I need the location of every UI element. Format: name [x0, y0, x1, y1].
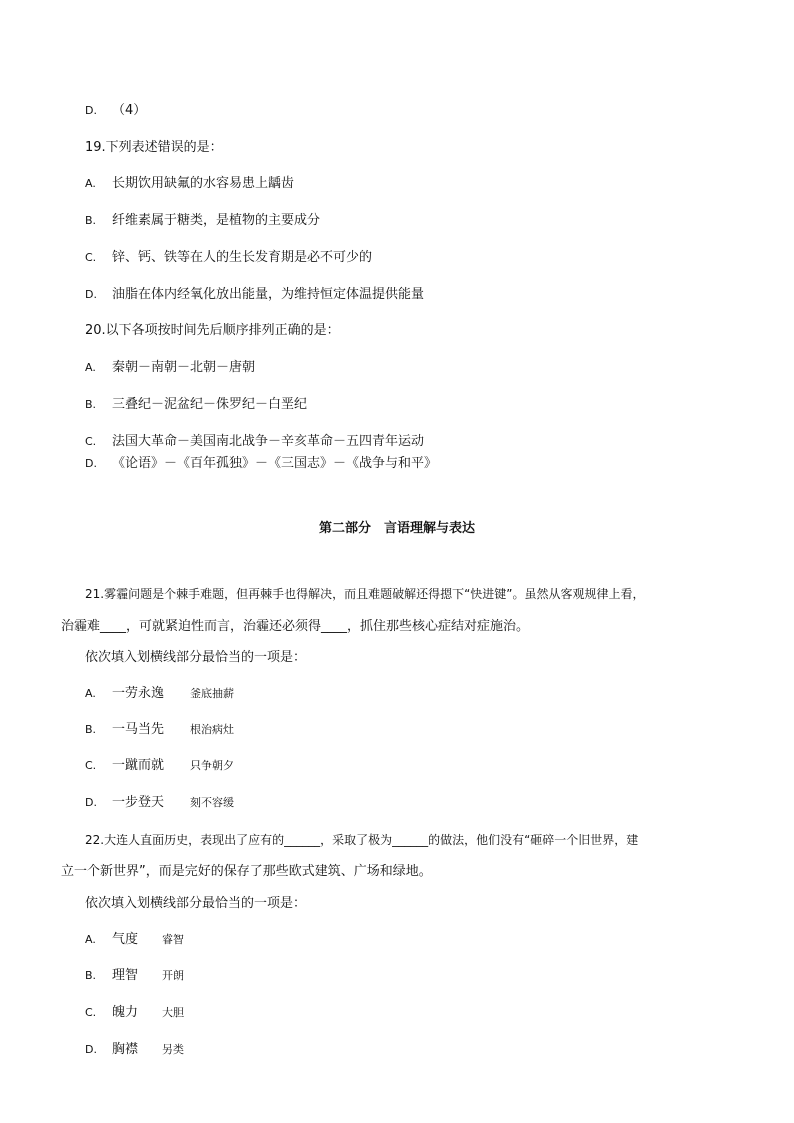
option-label: A.	[85, 687, 96, 700]
option-label: A.	[85, 933, 96, 946]
option-label: B.	[85, 398, 97, 411]
option-label: C.	[85, 251, 97, 264]
option-label: D.	[85, 288, 97, 301]
q20-option-c	[85, 434, 424, 450]
option-word-1: 理智	[112, 968, 139, 983]
option-label: C.	[85, 759, 97, 772]
option-label: D.	[85, 104, 97, 117]
option-text: 《论语》－《百年孤独》－《三国志》－《战争与和平》	[112, 456, 438, 471]
option-word-2: 另类	[162, 1043, 184, 1056]
option-word-1: 一马当先	[112, 722, 165, 737]
q20-option-b	[85, 397, 307, 413]
q20-option-a	[85, 360, 255, 376]
option-text: 三叠纪－泥盆纪－侏罗纪－白垩纪	[112, 397, 308, 412]
option-word-2: 开朗	[162, 969, 184, 982]
question-19-stem: 19.下列表述错误的是：	[85, 140, 223, 155]
option-word-1: 气度	[112, 932, 139, 947]
q21-option-d	[85, 795, 234, 811]
q20-option-d	[85, 456, 437, 472]
option-text: 纤维素属于糖类，是植物的主要成分	[112, 213, 321, 228]
option-label: C.	[85, 435, 97, 448]
option-text: 法国大革命－美国南北战争－辛亥革命－五四青年运动	[112, 434, 425, 449]
q19-option-c	[85, 250, 372, 266]
question-22-line2: 立一个新世界”，而是完好的保存了那些欧式建筑、广场和绿地。	[61, 864, 432, 879]
option-text: 长期饮用缺氟的水容易患上龋齿	[112, 176, 295, 191]
q19-option-d	[85, 287, 424, 303]
option-label: B.	[85, 723, 97, 736]
option-label: B.	[85, 214, 97, 227]
q21-option-a	[85, 686, 234, 702]
option-word-1: 一步登天	[112, 795, 165, 810]
option-text: 锌、钙、铁等在人的生长发育期是必不可少的	[112, 250, 373, 265]
option-label: D.	[85, 457, 97, 470]
q22-option-d	[85, 1042, 184, 1058]
q21-option-b	[85, 722, 234, 738]
q22-option-a	[85, 932, 184, 948]
q19-option-a	[85, 176, 294, 192]
question-21-line2: 治霾难____，可就紧迫性而言，治霾还必须得____，抓住那些核心症结对症施治。	[61, 619, 530, 634]
option-word-2: 睿智	[162, 933, 184, 946]
q21-option-c	[85, 758, 234, 774]
q19-option-b	[85, 213, 320, 229]
option-text: 油脂在体内经氧化放出能量，为维持恒定体温提供能量	[112, 287, 425, 302]
option-text: 秦朝－南朝－北朝－唐朝	[112, 360, 256, 375]
question-20-stem: 20.以下各项按时间先后顺序排列正确的是：	[85, 323, 340, 338]
option-label: D.	[85, 796, 97, 809]
option-label: A.	[85, 177, 96, 190]
option-d-q18	[85, 103, 146, 119]
option-word-2: 大胆	[162, 1006, 184, 1019]
option-word-1: 一蹴而就	[112, 758, 165, 773]
option-word-1: 胸襟	[112, 1042, 139, 1057]
option-word-1: 魄力	[112, 1005, 139, 1020]
question-21-prompt: 依次填入划横线部分最恰当的一项是：	[85, 650, 307, 665]
option-text: （4）	[112, 103, 147, 118]
q22-option-b	[85, 968, 184, 984]
option-label: A.	[85, 361, 96, 374]
option-word-2: 釜底抽薪	[190, 687, 234, 700]
q22-option-c	[85, 1005, 184, 1021]
section-heading: 第二部分 言语理解与表达	[318, 521, 475, 536]
option-label: D.	[85, 1043, 97, 1056]
option-word-1: 一劳永逸	[112, 686, 165, 701]
option-word-2: 刻不容缓	[190, 796, 234, 809]
question-22-line1: 22.大连人直面历史，表现出了应有的______，采取了极为______的做法，他们没有“砸碎一个旧世界，建	[85, 833, 639, 847]
option-word-2: 根治病灶	[190, 723, 234, 736]
option-label: C.	[85, 1006, 97, 1019]
question-21-line1: 21.雾霾问题是个棘手难题，但再棘手也得解决，而且难题破解还得摁下“快进键”。虽然从客观规律上看，	[85, 587, 645, 601]
option-word-2: 只争朝夕	[190, 759, 234, 772]
question-22-prompt: 依次填入划横线部分最恰当的一项是：	[85, 896, 307, 911]
option-label: B.	[85, 969, 97, 982]
